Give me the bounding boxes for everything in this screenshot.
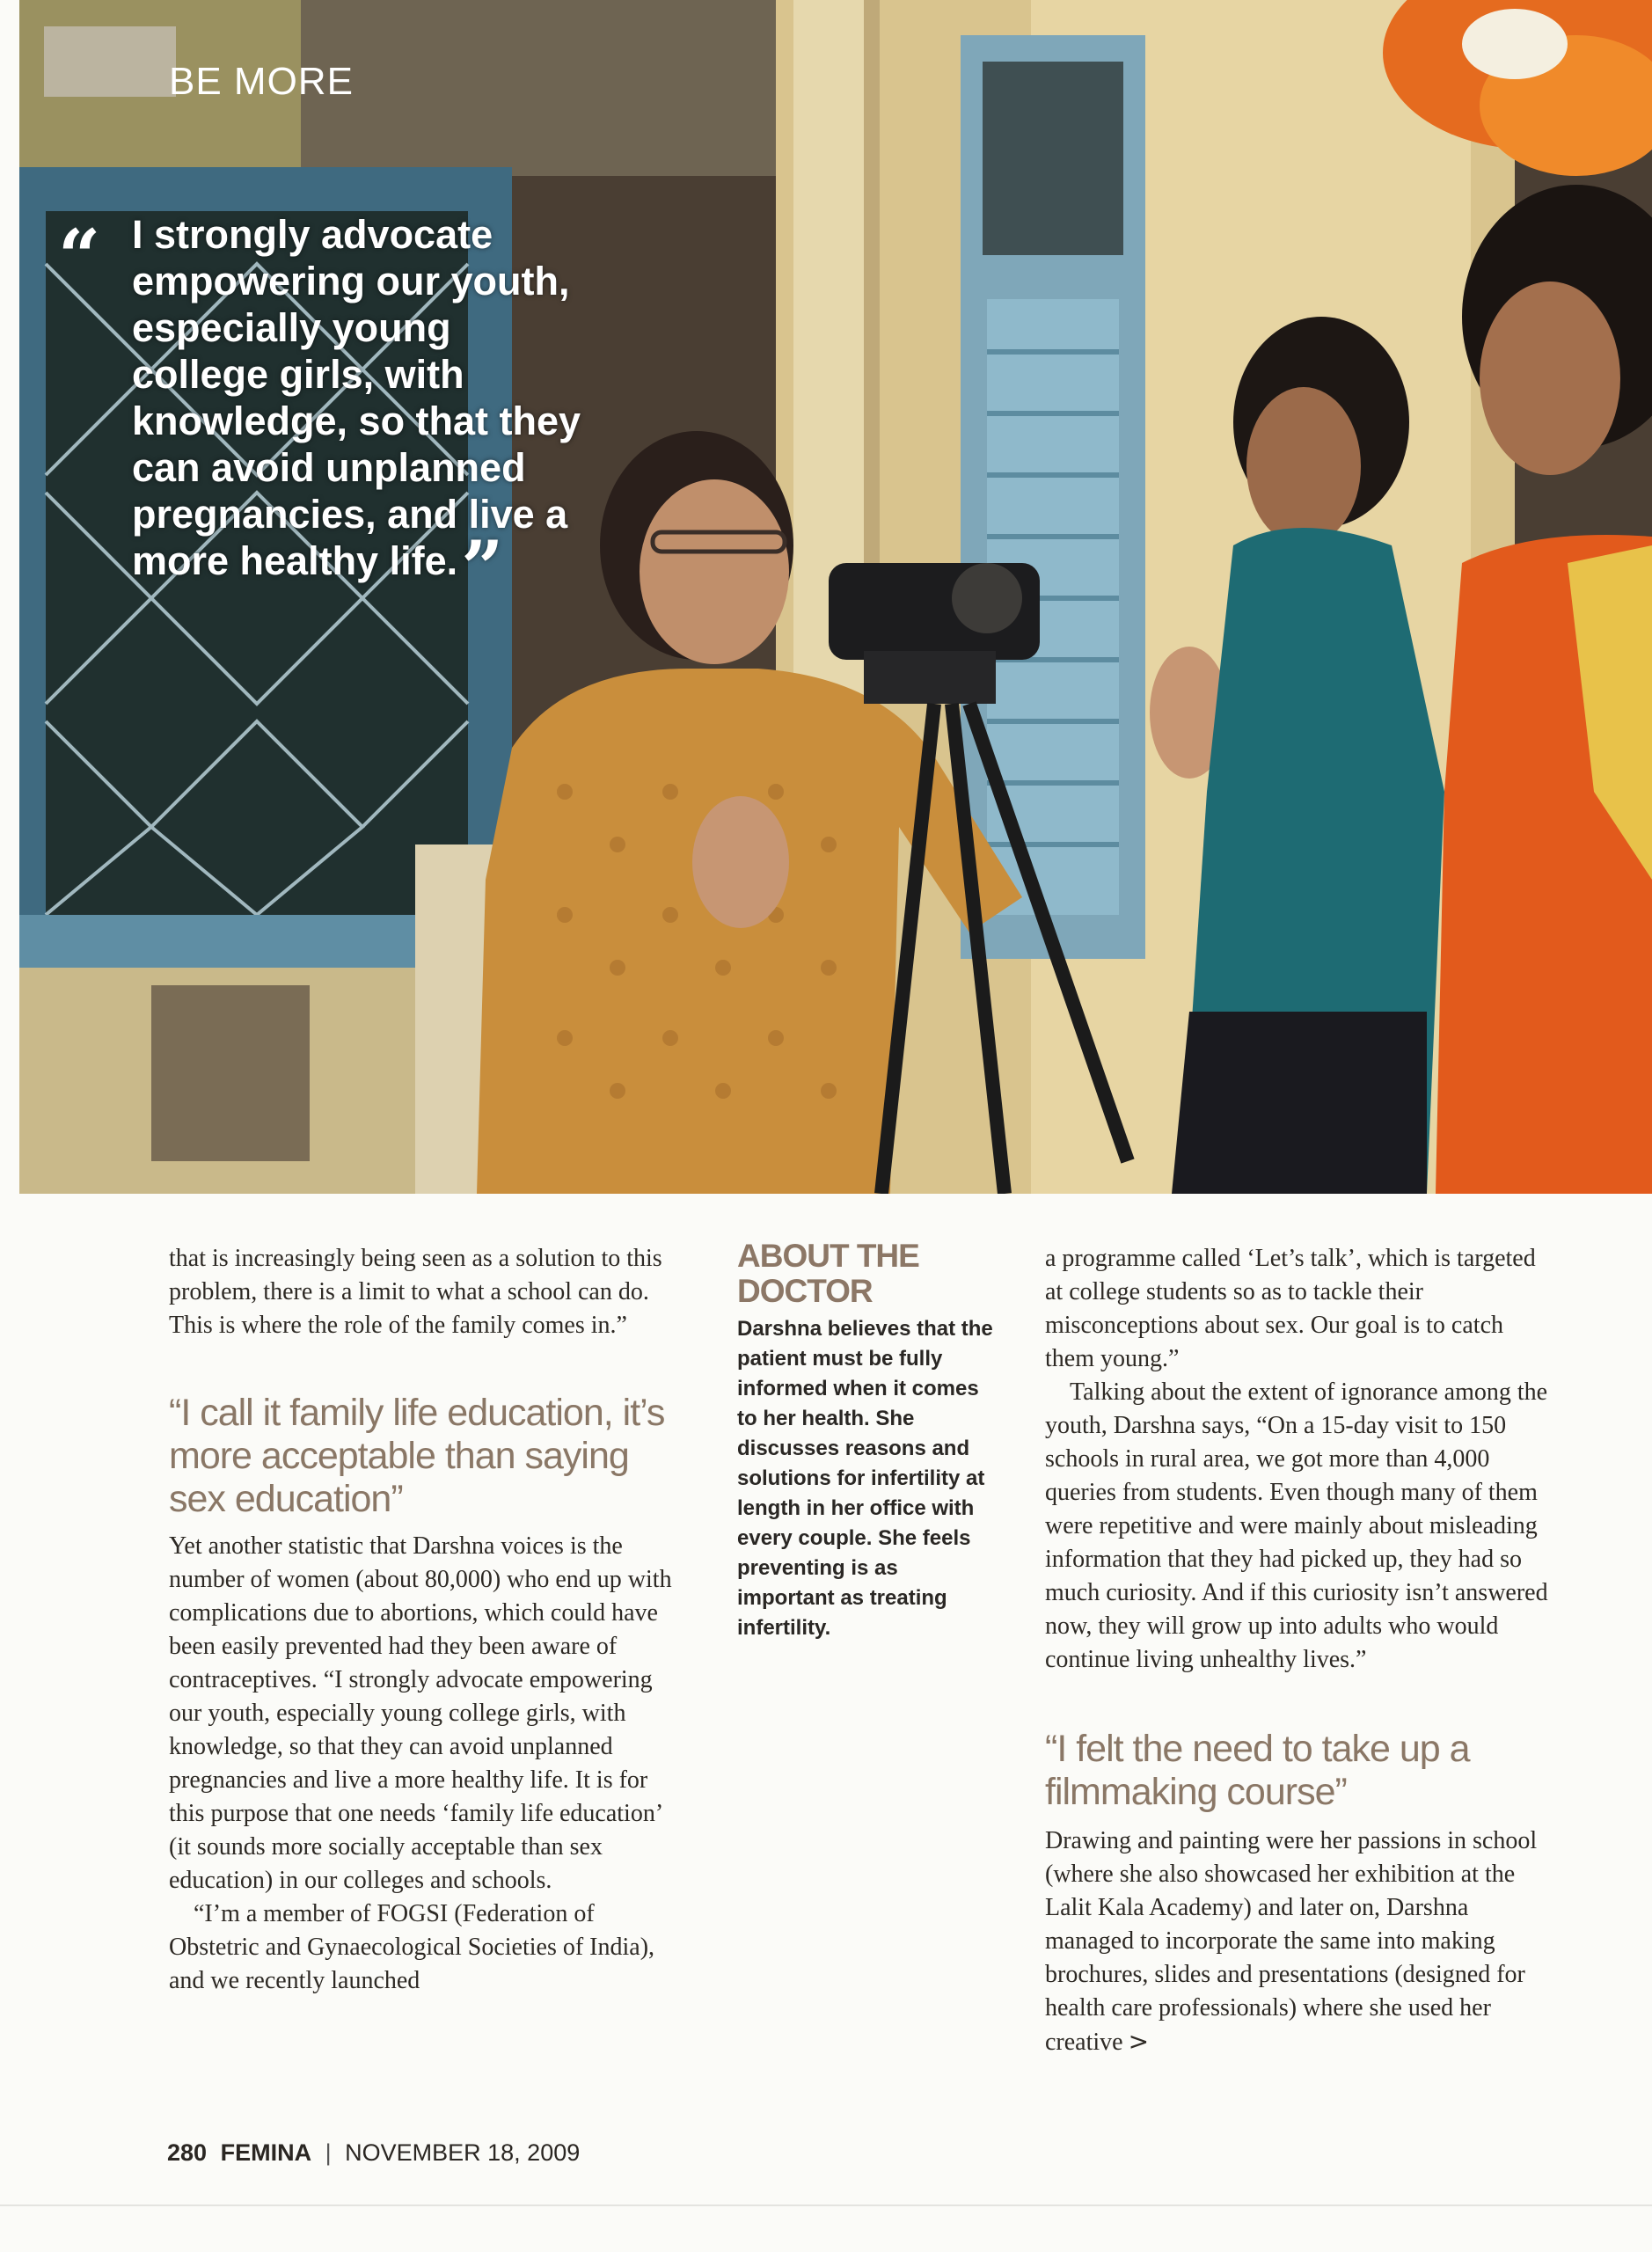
issue-date: NOVEMBER 18, 2009 [345, 2139, 581, 2166]
col1-intro: that is increasingly being seen as a solution to this problem, there is a limit to what a school can do. This is where the role of the family comes in.” [169, 1245, 662, 1339]
col3-paragraph-2: Talking about the extent of ignorance among the youth, Darshna says, “On a 15-day visit to 150 schools in rural area, we got more than 4,000 queries from students. Even though many of them were repetitive and were mainly about misleading information that they had picked up, they had so much curiosity. And if this curiosity isn’t answered now, they will grow up into adults who would continue living unhealthy lives.” [1045, 1378, 1548, 1673]
col1-subhead: “I call it family life education, it’s more acceptable than saying sex education” [169, 1392, 665, 1520]
page-footer [167, 2139, 580, 2167]
article-column-1 [169, 1242, 688, 1998]
col3-subhead: “I felt the need to take up a filmmaking course” [1045, 1728, 1470, 1813]
bottom-rule [0, 2204, 1652, 2206]
section-tag-block [44, 26, 176, 97]
col3-paragraph-1: a programme called ‘Let’s talk’, which is targeted at college students so as to tackle their misconceptions about sex. Our goal is to catch them young.” [1045, 1245, 1536, 1372]
footer-separator: | [325, 2139, 332, 2166]
col3-paragraph-3 [1045, 1824, 1555, 2059]
col1-paragraph-2: “I’m a member of FOGSI (Federation of Obstetric and Gynaecological Societies of India), and we recently launched [169, 1900, 655, 1994]
about-the-doctor-sidebar [737, 1239, 1001, 1643]
article-column-3 [1045, 1242, 1555, 2059]
magazine-name: FEMINA [220, 2139, 312, 2166]
section-tag: BE MORE [169, 60, 354, 103]
continue-arrow-icon: > [1128, 2027, 1150, 2056]
sidebar-title: ABOUT THE DOCTOR [737, 1238, 919, 1309]
col3-paragraph-3-text: Drawing and painting were her passions in school (where she also showcased her exhibition at the Lalit Kala Academy) and later on, Darshna managed to incorporate the same into making brochures, slides and presentations (designed for health care professionals) where she used her creative [1045, 1827, 1538, 2056]
sidebar-body: Darshna believes that the patient must be fully informed when it comes to her health. She discusses reasons and solutions for infertility at length in her office with every couple. She feels preventing is as important as treating infertility. [737, 1317, 993, 1640]
col1-paragraph-1: Yet another statistic that Darshna voices is the number of women (about 80,000) who end up with complications due to abortions, which could have been easily prevented had they been aware of contraceptives. “I strongly advocate empowering our youth, especially young college girls, with knowledge, so that they can avoid unplanned pregnancies and live a more healthy life. It is for this purpose that one needs ‘family life education’ (it sounds more socially acceptable than sex education) in our colleges and schools. [169, 1532, 672, 1894]
page-number: 280 [167, 2139, 208, 2166]
pull-quote-text: I strongly advocate empowering our youth, especially young college girls, with knowledge, so that they can avoid unplanned pregnancies, and live a more healthy life. [132, 212, 581, 583]
hero-photo [19, 0, 1652, 1194]
pull-quote: I strongly advocate empowering our youth, especially young college girls, with knowledge, so that they can avoid unplanned pregnancies, and live a more healthy life.” [132, 212, 581, 611]
photo-illustration [19, 0, 1652, 1194]
